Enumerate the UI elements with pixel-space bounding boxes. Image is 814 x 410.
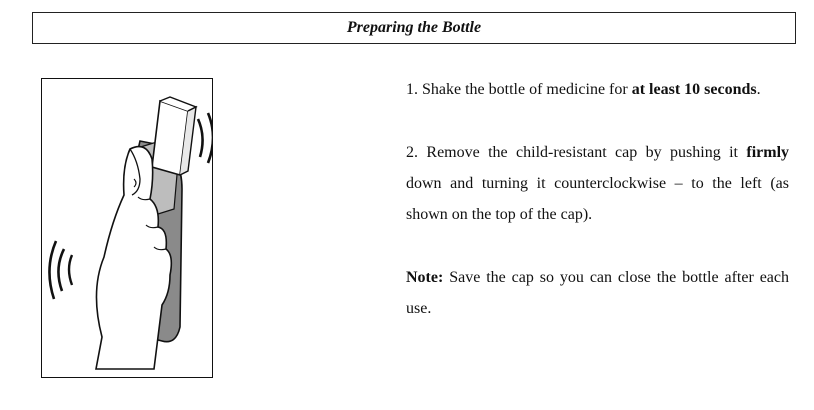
- note-label: Note:: [406, 269, 444, 286]
- step-2-emphasis: firmly: [746, 144, 790, 161]
- bottle-icon: [42, 79, 213, 378]
- step-2: [406, 137, 789, 230]
- note: [406, 262, 789, 324]
- step-1: [406, 74, 789, 105]
- section-title-box: [32, 12, 796, 44]
- step-2-number: 2.: [406, 144, 418, 161]
- step-2-text: Remove the child-resistant cap by pushing it: [426, 144, 738, 161]
- hand-shaking-bottle-illustration: [41, 78, 213, 378]
- step-1-text: Shake the bottle of medicine for: [422, 81, 628, 98]
- section-title: Preparing the Bottle: [346, 19, 482, 36]
- step-2-text-after: down and turning it counterclockwise – to the left (as shown on the top of the cap).: [406, 175, 789, 223]
- instructions: [406, 74, 789, 356]
- step-1-text-after: .: [756, 81, 761, 98]
- step-1-number: 1.: [406, 81, 418, 98]
- note-text: Save the cap so you can close the bottle after each use.: [406, 269, 790, 317]
- step-1-emphasis: at least 10 seconds: [631, 81, 757, 98]
